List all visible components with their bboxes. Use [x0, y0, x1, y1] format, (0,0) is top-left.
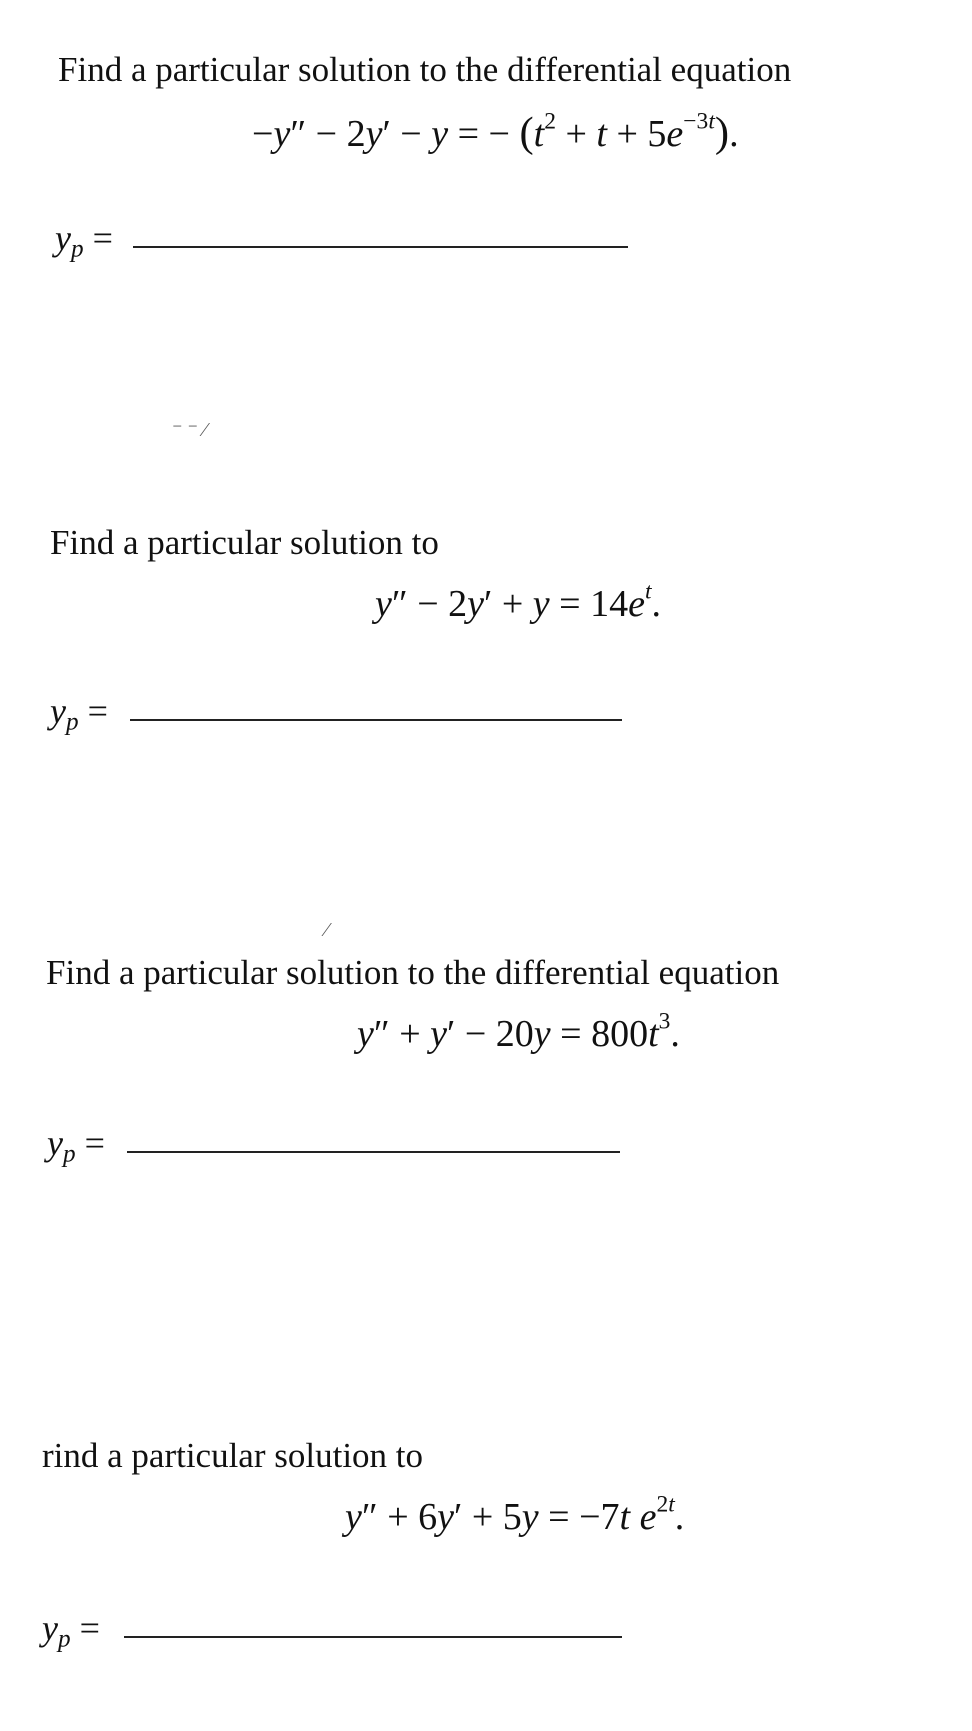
- problem-2-answer-row: [50, 693, 630, 743]
- problem-4-equation: y″ + 6y′ + 5y = −7t $e^{2t}$.: [345, 1491, 685, 1538]
- problem-4-answer-input[interactable]: [124, 1636, 622, 1638]
- stray-mark: ⁻ ⁻ ⁄: [172, 419, 207, 441]
- problem-4-answer-row: [42, 1610, 627, 1660]
- problem-3-yp-label: $y_p$ =: [47, 1123, 105, 1168]
- problem-3-answer-input[interactable]: [127, 1151, 620, 1153]
- problem-2-yp-label: $y_p$ =: [50, 691, 108, 736]
- problem-2-answer-input[interactable]: [130, 719, 622, 721]
- problem-4-yp-label: $y_p$ =: [42, 1608, 100, 1653]
- problem-1-prompt: Find a particular solution to the differential equation: [58, 50, 792, 89]
- problem-4-prompt: rind a particular solution to: [42, 1436, 424, 1475]
- problem-1-answer-row: [55, 220, 635, 270]
- stray-mark: ⁄: [325, 919, 329, 941]
- problem-1-answer-input[interactable]: [133, 246, 628, 248]
- problem-2-equation: $y'' - 2y' + y = 14e^t$.: [375, 578, 661, 625]
- problem-3-equation: $y'' + y' - 20y = 800t^3$.: [357, 1008, 680, 1055]
- problem-2-prompt: Find a particular solution to: [50, 523, 439, 562]
- problem-1-equation: −y″ − 2y′ − y = − $(t^2 + t + 5e^{-3t})$.: [252, 108, 739, 156]
- problem-3-answer-row: [47, 1125, 627, 1175]
- problem-1-yp-label: $y_p$ =: [55, 218, 113, 263]
- problem-3-prompt: Find a particular solution to the differential equation: [46, 953, 780, 992]
